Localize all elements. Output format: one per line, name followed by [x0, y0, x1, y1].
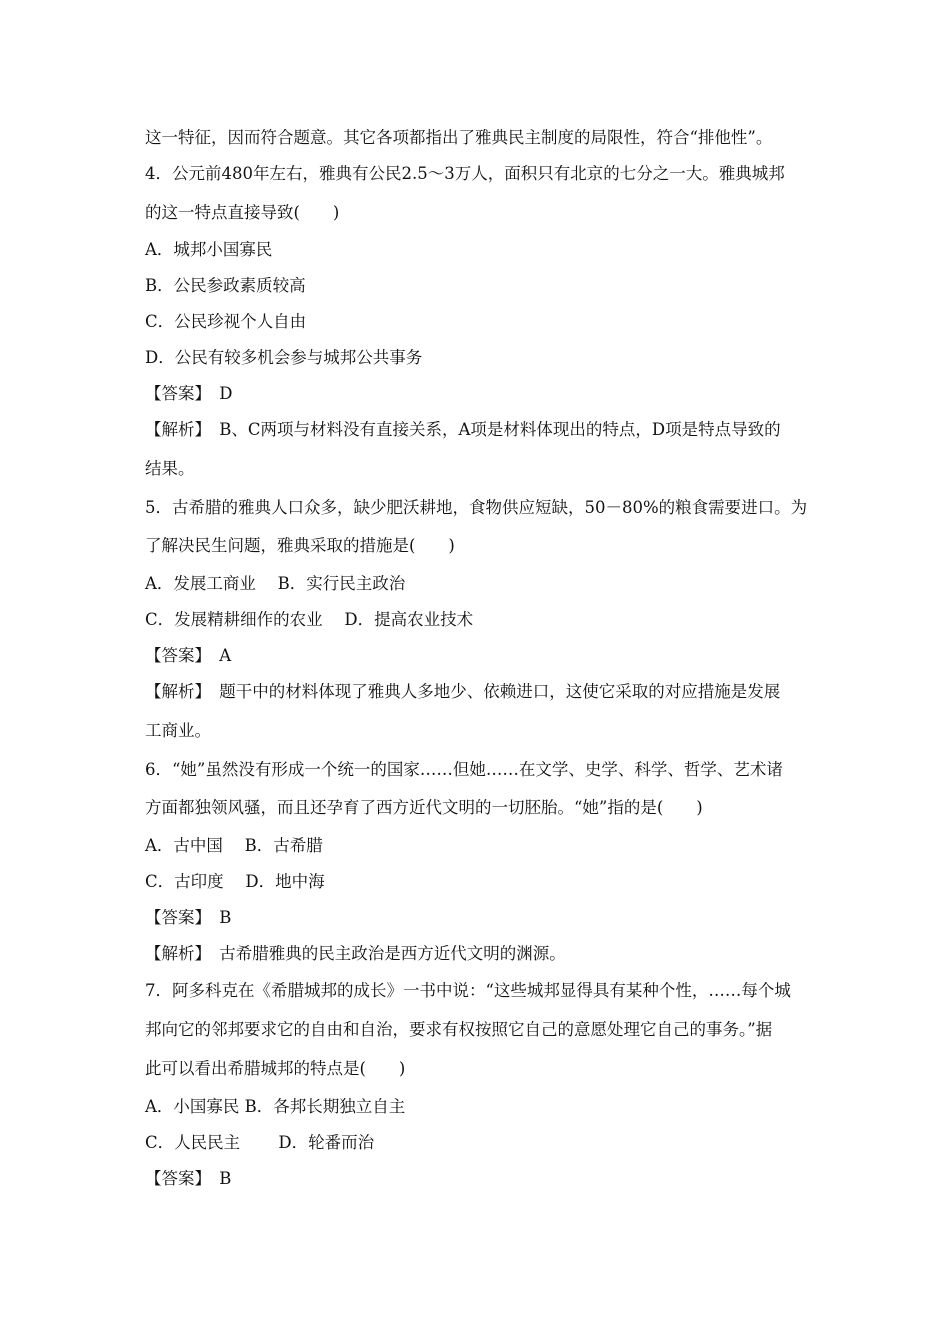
answer-line: 【答案】 B [145, 908, 232, 927]
question-6-stem: 6．“她”虽然没有形成一个统一的国家……但她……在文学、史学、科学、哲学、艺术诸 [145, 760, 783, 779]
text-line: 此可以看出希腊城邦的特点是( ) [145, 1059, 406, 1078]
option-line: A．发展工商业 B．实行民主政治 [145, 574, 406, 593]
text-line: 方面都独领风骚，而且还孕育了西方近代文明的一切胚胎。“她”指的是( ) [145, 798, 703, 817]
answer-line: 【答案】 B [145, 1169, 232, 1188]
explanation-line: 【解析】 题干中的材料体现了雅典人多地少、依赖进口，这使它采取的对应措施是发展 [145, 682, 781, 701]
option-line: C．古印度 D．地中海 [145, 872, 325, 891]
question-4-stem: 4．公元前480年左右，雅典有公民2.5～3万人，面积只有北京的七分之一大。雅典城邦 [145, 164, 785, 183]
option-line: C．人民民主 D．轮番而治 [145, 1133, 375, 1152]
text-line: 邦向它的邻邦要求它的自由和自治，要求有权按照它自己的意愿处理它自己的事务。”据 [145, 1020, 773, 1039]
option-b: B．公民参政素质较高 [145, 276, 306, 295]
text-line: 结果。 [145, 459, 195, 478]
option-line: C．发展精耕细作的农业 D．提高农业技术 [145, 610, 474, 629]
question-5-stem: 5．古希腊的雅典人口众多，缺少肥沃耕地，食物供应短缺，50－80%的粮食需要进口。为 [145, 498, 808, 517]
option-c: C．公民珍视个人自由 [145, 312, 307, 331]
explanation-line: 【解析】 古希腊雅典的民主政治是西方近代文明的渊源。 [145, 944, 566, 963]
text-line: 工商业。 [145, 721, 211, 740]
answer-line: 【答案】 A [145, 646, 232, 665]
text-line: 这一特征，因而符合题意。其它各项都指出了雅典民主制度的局限性，符合“排他性”。 [145, 128, 773, 147]
option-line: A．小国寡民 B．各邦长期独立自主 [145, 1097, 406, 1116]
text-line: 的这一特点直接导致( ) [145, 203, 340, 222]
explanation-line: 【解析】 B、C两项与材料没有直接关系，A项是材料体现出的特点，D项是特点导致的 [145, 420, 781, 439]
answer-line: 【答案】 D [145, 384, 233, 403]
question-7-stem: 7．阿多科克在《希腊城邦的成长》一书中说：“这些城邦显得具有某种个性，……每个城 [145, 981, 791, 1000]
text-line: 了解决民生问题，雅典采取的措施是( ) [145, 536, 455, 555]
option-line: A．古中国 B．古希腊 [145, 836, 323, 855]
option-d: D．公民有较多机会参与城邦公共事务 [145, 348, 423, 367]
option-a: A．城邦小国寡民 [145, 240, 273, 259]
